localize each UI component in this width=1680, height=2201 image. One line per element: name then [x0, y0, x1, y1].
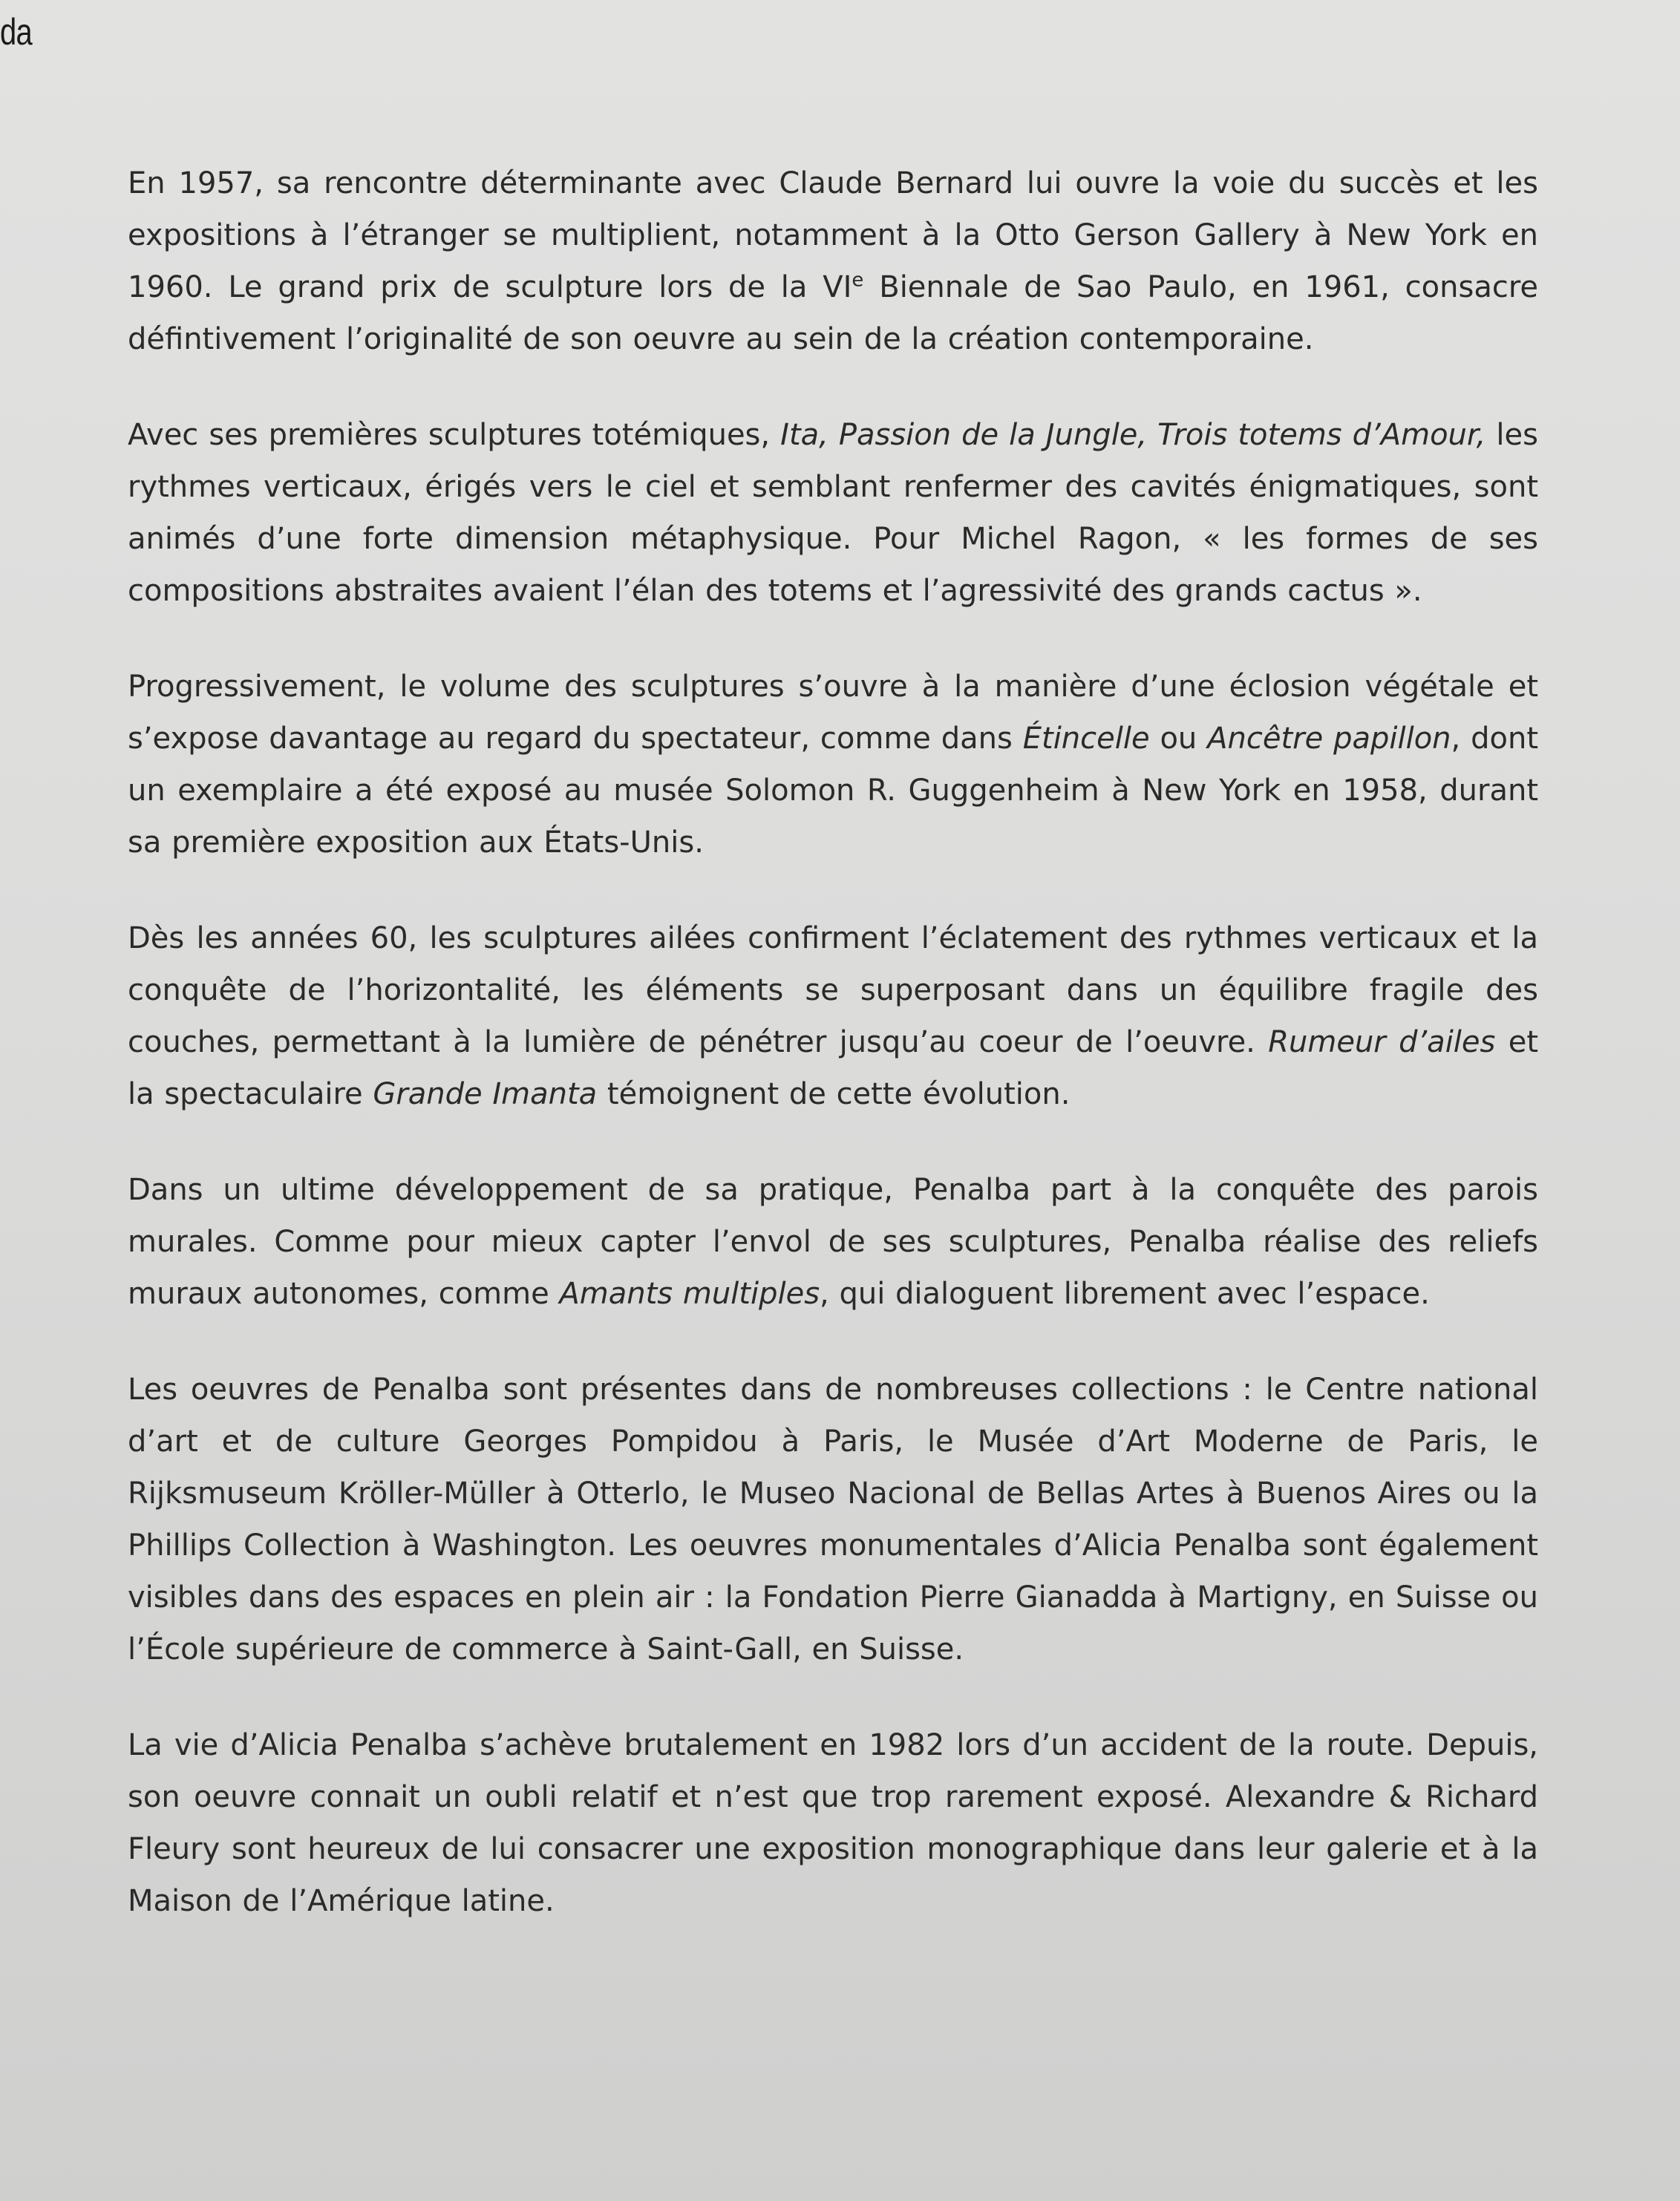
paragraph-7 — [128, 1719, 1538, 1927]
text-segment: En 1957, sa rencontre déterminante avec Claude Bernard lui ouvre la voie du succès et les expositions à l’étranger se multiplient, notamment à la Otto Gerson Gallery à New York en 1960. Le grand prix de sculpture lors de la VI — [128, 166, 1538, 304]
text-segment: Dès les années 60, les sculptures ailées confirment l’éclatement des rythmes verticaux et la conquête de l’horizontalité, les éléments se superposant dans un équilibre fragile des couches, permettant à la lumière de pénétrer jusqu’au coeur de l’oeuvre. — [128, 921, 1538, 1059]
text-segment: et la spectaculaire — [128, 1025, 1538, 1111]
artwork-titles: Ita, Passion de la Jungle, Trois totems d’Amour, — [780, 418, 1486, 452]
paragraph-3 — [128, 661, 1538, 869]
paragraph-5 — [128, 1164, 1538, 1320]
body-text — [128, 157, 1538, 1971]
text-segment: La vie d’Alicia Penalba s’achève brutalement en 1982 lors d’un accident de la route. Depuis, son oeuvre connait un oubli relatif et n’est que trop rarement exposé. Alexandre & Richard Fleury sont heureux de lui consacrer une exposition monographique dans leur galerie et à la Maison de l’Amérique latine. — [128, 1728, 1538, 1918]
paragraph-4 — [128, 912, 1538, 1120]
artwork-title: Ancêtre papillon — [1207, 722, 1451, 756]
text-segment: Progressivement, le volume des sculptures s’ouvre à la manière d’une éclosion végétale et s’expose davantage au regard du spectateur, comme dans — [128, 670, 1538, 756]
artwork-title: Étincelle — [1022, 722, 1150, 756]
text-segment: Biennale de Sao Paulo, en 1961, consacre défintivement l’originalité de son oeuvre au sein de la création contemporaine. — [128, 270, 1538, 356]
text-segment: , dont un exemplaire a été exposé au musée Solomon R. Guggenheim à New York en 1958, durant sa première exposition aux États-Unis. — [128, 722, 1539, 860]
header-fragment: da — [0, 11, 32, 53]
artwork-title: Grande Imanta — [373, 1077, 598, 1111]
paragraph-1 — [128, 157, 1538, 365]
text-segment: , qui dialoguent librement avec l’espace. — [820, 1277, 1430, 1311]
text-segment: ou — [1149, 722, 1208, 756]
paragraph-2 — [128, 409, 1538, 617]
text-segment: Avec ses premières sculptures totémiques, — [128, 418, 781, 452]
paragraph-6 — [128, 1364, 1538, 1675]
superscript: e — [852, 269, 864, 292]
text-segment: Dans un ultime développement de sa pratique, Penalba part à la conquête des parois murales. Comme pour mieux capter l’envol de ses sculptures, Penalba réalise des reliefs muraux autonomes, comme — [128, 1173, 1538, 1311]
artwork-title: Rumeur d’ailes — [1268, 1025, 1496, 1059]
artwork-title: Amants multiples — [559, 1277, 820, 1311]
text-segment: les rythmes verticaux, érigés vers le ciel et semblant renfermer des cavités énigmatiques, sont animés d’une forte dimension métaphysique. Pour Michel Ragon, « les formes de ses compositions abstraites avaient l’élan des totems et l’agressivité des grands cactus ». — [128, 418, 1538, 608]
text-segment: témoignent de cette évolution. — [597, 1077, 1071, 1111]
text-segment: Les oeuvres de Penalba sont présentes dans de nombreuses collections : le Centre national d’art et de culture Georges Pompidou à Paris, le Musée d’Art Moderne de Paris, le Rijksmuseum Kröller-Müller à Otterlo, le Museo Nacional de Bellas Artes à Buenos Aires ou la Phillips Collection à Washington. Les oeuvres monumentales d’Alicia Penalba sont également visibles dans des espaces en plein air : la Fondation Pierre Gianadda à Martigny, en Suisse ou l’École supérieure de commerce à Saint-Gall, en Suisse. — [128, 1373, 1538, 1667]
